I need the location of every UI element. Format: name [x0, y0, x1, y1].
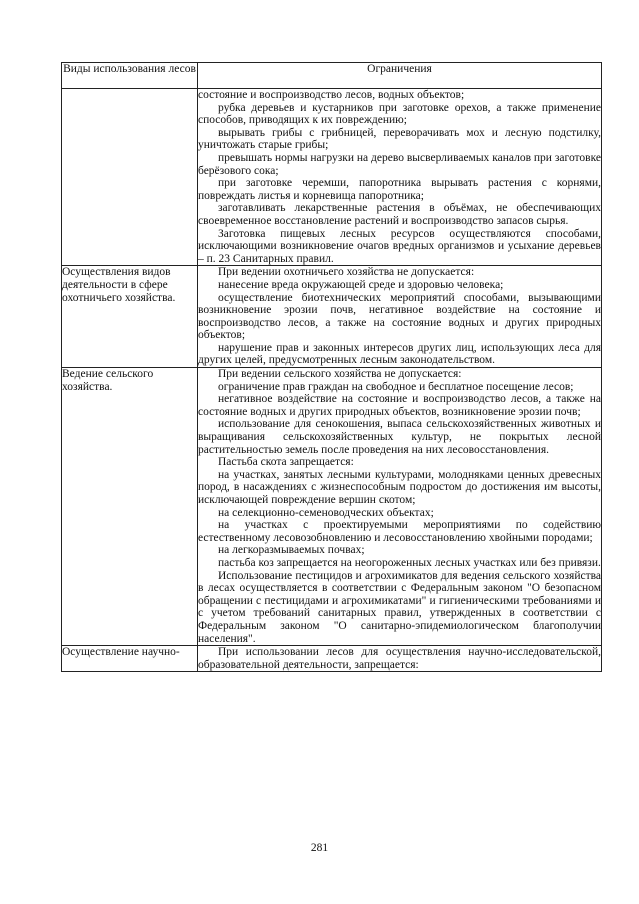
- paragraph: нарушение прав и законных интересов других лиц, использующих леса для других целей, предусмотренных лесным законодательством.: [198, 341, 601, 367]
- table-row: [62, 89, 602, 266]
- paragraph: на селекционно-семеноводческих объектах;: [218, 506, 434, 519]
- row1-restrictions: [198, 266, 602, 368]
- row3-restrictions: [198, 646, 602, 672]
- header-restrictions: Ограничения: [198, 63, 602, 89]
- paragraph: на участках с проектируемыми мероприятиями по содействию естественному лесовозобновлению и лесовосстановлению хвойными породами;: [198, 519, 601, 544]
- paragraph: При использовании лесов для осуществления научно-исследовательской, образовательной деятельности, запрещается:: [198, 646, 601, 671]
- paragraph: на легкоразмываемых почвах;: [218, 544, 365, 557]
- row3-use-type: Осуществление научно-: [62, 646, 198, 672]
- restrictions-table: [61, 62, 602, 672]
- row2-restrictions: [198, 368, 602, 646]
- paragraph: на участках, занятых лесными культурами, молодняками ценных древесных пород, в насаждениях с жизнеспособным подростом до достижения им высоты, исключающей повреждение вершин скотом;: [198, 468, 601, 506]
- paragraph: при заготовке черемши, папоротника вырывать растения с корнями, повреждать листья и корневища папоротника;: [198, 177, 601, 202]
- row2-use-type: Ведение сельского хозяйства.: [62, 368, 198, 646]
- paragraph: Заготовка пищевых лесных ресурсов осуществляются способами, исключающими возникновение очагов вредных организмов и усыхание деревьев – п. 23 Санитарных правил.: [198, 227, 601, 265]
- paragraph: негативное воздействие на состояние и воспроизводство лесов, а также на состояние водных и других природных объектов, возникновение эрозии почв;: [198, 393, 601, 418]
- paragraph: состояние и воспроизводство лесов, водных объектов;: [198, 89, 465, 101]
- paragraph: При ведении сельского хозяйства не допускается:: [218, 368, 462, 381]
- page-number: 281: [310, 842, 329, 854]
- paragraph: При ведении охотничьего хозяйства не допускается:: [218, 266, 475, 279]
- paragraph: Использование пестицидов и агрохимикатов для ведения сельского хозяйства в лесах осуществляется в соответствии с Федеральным законом "О безопасном обращении с пестицидами и агрохимикатами" и гигиеническими требованиями и с учетом требований санитарных правил, утвержденных в соответствии с Федеральным законом "О санитарно-эпидемиологическом благополучии населения".: [198, 569, 601, 645]
- table-row: [62, 266, 602, 368]
- header-forest-use-types: Виды использования лесов: [62, 63, 198, 89]
- paragraph: нанесение вреда окружающей среде и здоровью человека;: [218, 278, 504, 291]
- row0-use-type: [62, 89, 198, 266]
- paragraph: ограничение прав граждан на свободное и бесплатное посещение лесов;: [218, 380, 574, 393]
- row0-restrictions: [198, 89, 602, 266]
- paragraph: превышать нормы нагрузки на дерево высверливаемых каналов при заготовке берёзового сока;: [198, 151, 601, 177]
- paragraph: пастьба коз запрещается на неогороженных лесных участках или без привязи.: [218, 556, 601, 569]
- paragraph: рубка деревьев и кустарников при заготовке орехов, а также применение способов, приводящих к их повреждению;: [198, 101, 601, 127]
- table-header-row: [62, 63, 602, 89]
- table-row: [62, 646, 602, 672]
- paragraph: заготавливать лекарственные растения в объёмах, не обеспечивающих своевременное восстановление растений и воспроизводство запасов сырья.: [198, 202, 601, 227]
- table-row: [62, 368, 602, 646]
- row1-use-type: Осуществления видов деятельности в сфере охотничьего хозяйства.: [62, 266, 198, 368]
- paragraph: использование для сенокошения, выпаса сельскохозяйственных животных и выращивания сельскохозяйственных культур, не покрытых лесной растительностью земель после проведения на них лесовосстановления.: [198, 418, 601, 456]
- paragraph: вырывать грибы с грибницей, переворачивать мох и лесную подстилку, уничтожать старые грибы;: [198, 126, 601, 152]
- paragraph: осуществление биотехнических мероприятий способами, вызывающими возникновение эрозии почв, негативное воздействие на состояние и воспроизводство лесов, а также на состояние водных и других природных объектов;: [198, 291, 601, 342]
- paragraph: Пастьба скота запрещается:: [218, 456, 354, 469]
